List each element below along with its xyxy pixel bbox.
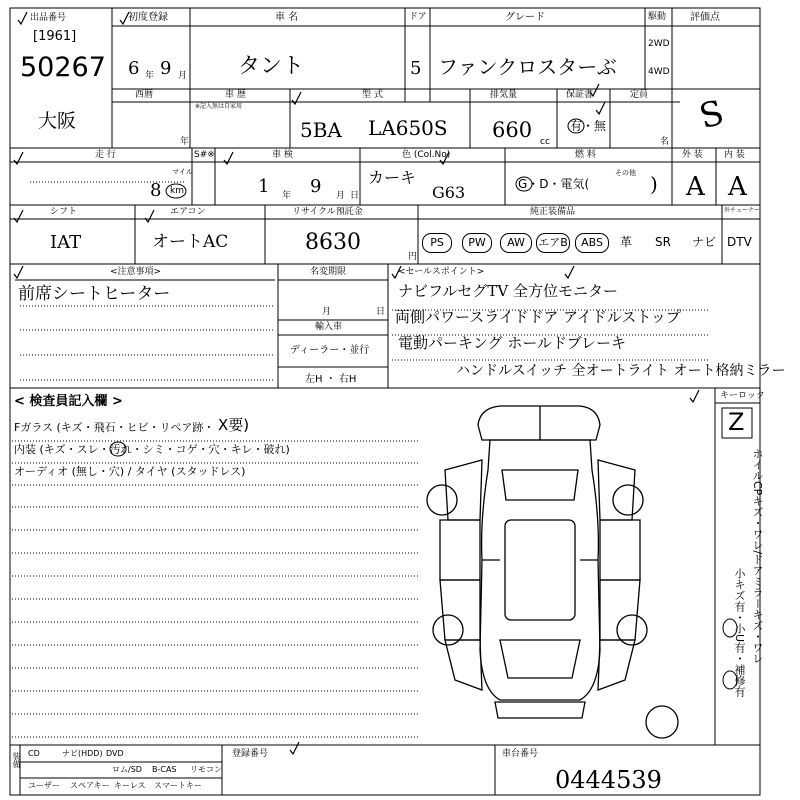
first-reg-label: 初度登録 [128,12,168,23]
sales-point-1: ナビフルセグTV 全方位モニター [398,282,619,300]
inspection-year: 1 [258,176,270,197]
model-prefix: 5BA [300,118,342,142]
first-reg-year: 6 [128,58,140,79]
shift-label: シフト [50,207,78,217]
capacity-label: 定員 [630,90,649,100]
side-note-1: ホイルCPキズ・ワレ/ドアミラーキズ・ワレ [751,448,764,665]
inspection-month-unit: 月 [336,191,346,201]
model-label: 型 式 [362,90,383,100]
sales-point-4: ハンドルスイッチ 全オートライト オート格納ミラー [456,363,786,379]
mileage: 8 [150,180,162,201]
equip-dtv: DTV [727,235,752,249]
aircon-label: エアコン [170,207,206,217]
exterior-label: 外 装 [682,150,703,160]
opt-smartkey: スマートキー [154,781,202,790]
opt-user: ユーザー [28,781,60,790]
fuel-options: G・D・電気( [518,177,590,191]
drive-label: 駆動 [648,12,667,22]
exterior-grade: A [686,172,705,202]
color-label: 色 (Col.No) [402,150,451,160]
equip-bottom-label: 装備 [12,752,21,768]
lot-number: 50267 [20,52,106,83]
recycle: 8630 [305,230,361,255]
glass-mark: X要) [218,416,250,434]
recycle-label: リサイクル預託金 [292,207,363,217]
era-label: 西暦 [135,90,154,100]
warranty-label: 保証書 [566,90,594,100]
interior-label: 内 装 [724,150,745,160]
drive-4wd: 4WD [648,67,670,77]
mileage-label: 走 行 [95,150,116,160]
displacement: 660 [492,118,533,142]
side-note-2: 小キズ有・小U有・補修有 [733,568,746,698]
chassis-number: 0444539 [555,766,662,794]
inspection-label: 車 検 [272,150,293,160]
equip-pw: PW [462,233,492,253]
fuel-label: 燃 料 [575,150,596,160]
car-name: タント [238,54,305,79]
fuel-close-paren: ) [650,172,658,196]
year-unit: 年 [145,71,155,81]
transfer-day: 日 [376,307,386,317]
drive-2wd: 2WD [648,39,670,49]
opt-romsd: ロム/SD [112,765,142,774]
interior-line: 内装 (キズ・スレ・汚れ・シミ・コゲ・穴・キレ・破れ) [14,443,290,456]
opt-navi: ナビ(HDD) [62,749,103,758]
history-label: 車 歴 [225,90,246,100]
glass-line: Fガラス (キズ・飛石・ヒビ・リペア跡・ [14,421,215,434]
sales-point-3: 電動パーキング ホールドブレーキ [398,334,626,352]
equip-navi: ナビ [692,235,717,249]
transfer-label: 名変期限 [310,267,347,277]
aircon: オートAC [152,232,229,252]
transfer-month: 月 [322,307,332,317]
grade: ファンクロスターぶ [438,55,617,79]
reg-label: 登録番号 [232,749,269,759]
sales-label: <セールスポイント> [398,267,485,277]
doors: 5 [410,58,422,79]
yen-unit: 円 [408,252,418,262]
equipment-label: 純正装備品 [530,207,576,217]
audio-line: オーディオ (無し・穴) / タイヤ (スタッドレス) [14,465,246,478]
mile-label: マイル [172,168,193,176]
warranty-options: 有・無 [570,119,607,133]
month-unit: 月 [178,71,188,81]
opt-dvd: DVD [106,749,124,758]
score: S [695,92,729,138]
capacity-unit: 名 [660,137,670,147]
doors-label: ドア [409,12,427,22]
caution-label: <注意事項> [110,267,162,277]
equip-sr: SR [655,235,671,249]
shift: IAT [50,232,82,253]
model-code: LA650S [368,116,448,140]
dealer-parallel: ディーラー・並行 [290,345,370,356]
km-unit: km [170,186,184,196]
opt-bcas: B-CAS [152,765,177,774]
car-diagram [427,406,678,738]
equip-ps: PS [422,233,452,253]
opt-sparekey: スペアキー [70,781,110,790]
history-sub: ※記入無は自家用 [195,103,243,110]
car-name-label: 車 名 [275,12,299,23]
grade-label: グレード [505,12,545,23]
inspection-title: < 検査員記入欄 > [14,394,123,409]
color-code: G63 [432,183,466,202]
inspection-month: 9 [310,176,322,197]
location: 大阪 [38,110,77,132]
opt-remote: リモコン [190,765,222,774]
opt-keyless: キーレス [114,781,146,790]
inspection-day-unit: 日 [350,191,360,201]
score-label: 評価点 [690,12,720,23]
auction-code: [1961] [33,29,77,44]
tuner-label: 外チューナー [724,207,760,214]
first-reg-month: 9 [160,58,172,79]
s-label: S#※ [194,150,215,160]
equip-leather: 革 [620,235,633,249]
key-value: Z [728,408,745,436]
fuel-other: その他 [615,169,636,177]
opt-cd: CD [28,749,40,758]
equip-abs: ABS [575,233,609,253]
lot-label: 出品番号 [30,13,67,23]
equip-aw: AW [500,233,532,253]
displacement-label: 排気量 [490,90,518,100]
import-label: 輸入車 [315,322,343,332]
steering-side: 左H ・ 右H [305,374,357,385]
color: カーキ [368,168,417,187]
caution-text: 前席シートヒーター [18,284,171,304]
equip-airbag: エアB [536,233,570,253]
chassis-label: 車台番号 [502,749,539,759]
inspection-year-unit: 年 [282,191,292,201]
era-year-char: 年 [180,137,190,147]
cc-unit: cc [540,137,550,147]
sales-point-2: 両側パワースライドドア アイドルストップ [395,308,681,326]
key-label: キーロック [720,391,765,401]
interior-grade: A [728,172,747,202]
